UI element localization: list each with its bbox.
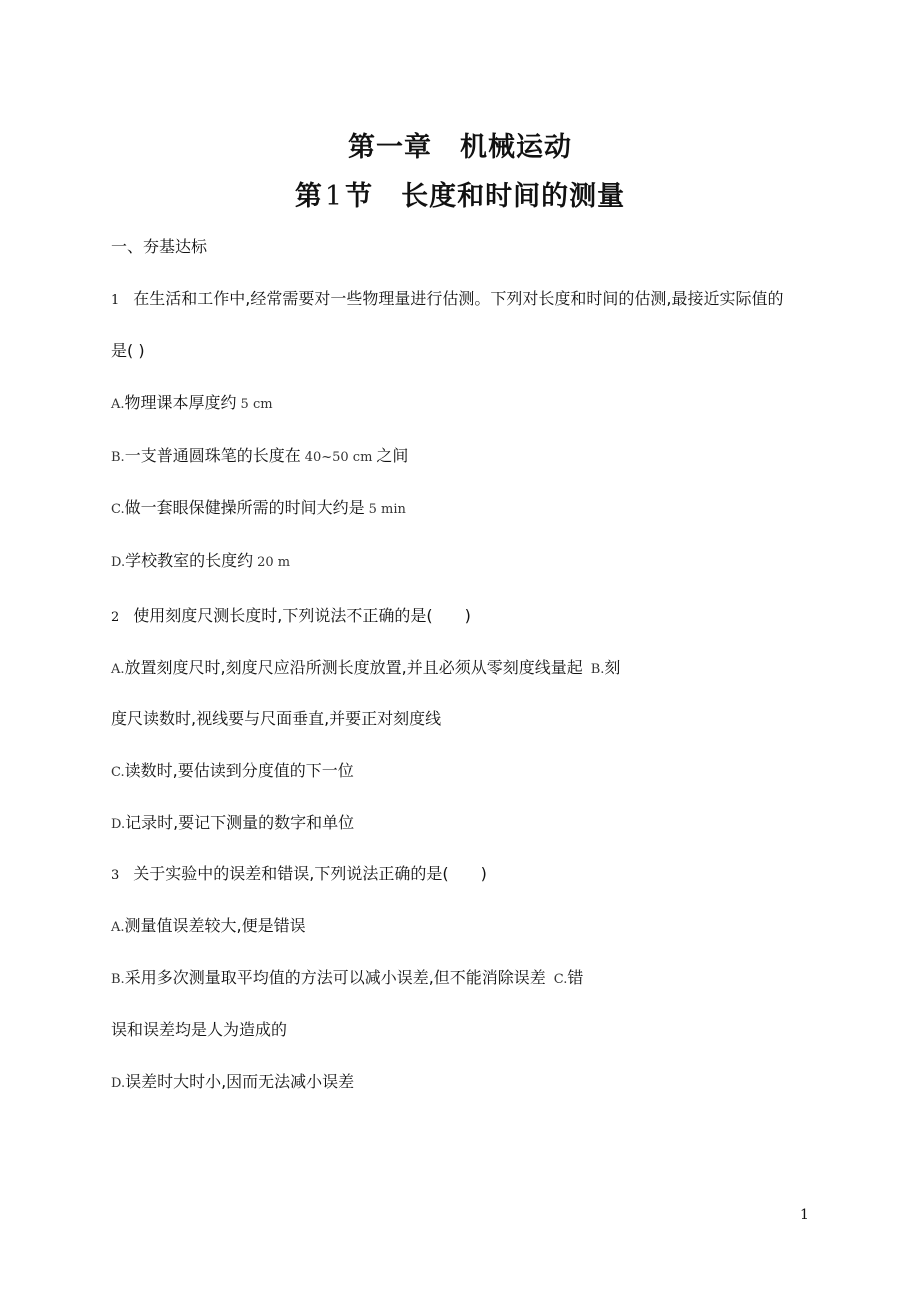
q1-number: 1 <box>111 293 120 308</box>
q2-option-a-label: A. <box>111 662 125 677</box>
q3-number: 3 <box>111 868 120 883</box>
q2-option-b-label: B. <box>590 662 605 677</box>
q2-option-c-text: 读数时,要估读到分度值的下一位 <box>124 761 354 780</box>
q2-line-2: 度尺读数时,视线要与尺面垂直,并要正对刻度线 <box>111 709 442 728</box>
q1-option-b-value: 40~50 cm <box>304 450 373 465</box>
q1-option-a-label: A. <box>111 397 125 412</box>
q2-option-d-label: D. <box>111 817 126 832</box>
q1-stem-text: 在生活和工作中,经常需要对一些物理量进行估测。下列对长度和时间的估测,最接近实际值的 <box>133 289 784 308</box>
section-number: 1 <box>324 181 344 212</box>
q1-option-b-text: 一支普通圆珠笔的长度在 <box>124 446 301 465</box>
q1-option-d-value: 20 m <box>257 555 291 570</box>
q1-option-a-value: 5 cm <box>240 397 273 412</box>
q2-line-1 <box>111 655 620 678</box>
q2-option-d <box>111 810 354 833</box>
q2-option-c-label: C. <box>111 765 125 780</box>
q1-option-b-label: B. <box>111 450 125 465</box>
q1-option-d <box>111 548 290 571</box>
q1-option-d-text: 学校教室的长度约 <box>125 551 254 570</box>
q1-option-b <box>111 443 408 466</box>
q3-option-d-label: D. <box>111 1076 126 1091</box>
q2-option-a-text: 放置刻度尺时,刻度尺应沿所测长度放置,并且必须从零刻度线量起 <box>124 658 583 677</box>
q3-stem-text: 关于实验中的误差和错误,下列说法正确的是( ) <box>133 864 487 883</box>
q3-option-a-label: A. <box>111 920 125 935</box>
chapter-title: 第一章 机械运动 <box>348 132 572 163</box>
q2-option-c <box>111 758 354 781</box>
q3-line-c-cont: 误和误差均是人为造成的 <box>111 1020 288 1039</box>
q2-option-b-start: 刻 <box>604 658 621 677</box>
q1-option-d-label: D. <box>111 555 126 570</box>
q3-option-b-label: B. <box>111 972 125 987</box>
section-prefix: 第 <box>294 181 323 212</box>
q3-option-b-text: 采用多次测量取平均值的方法可以减小误差,但不能消除误差 <box>124 968 546 987</box>
q3-option-d <box>111 1069 354 1092</box>
q1-stem-line1 <box>111 286 783 309</box>
q1-option-c <box>111 495 406 518</box>
q1-stem-line2: 是( ) <box>111 341 145 360</box>
section-suffix: 节 长度和时间的测量 <box>345 181 626 212</box>
q3-option-c-start: 错 <box>567 968 584 987</box>
q3-line-b <box>111 965 583 988</box>
section-title <box>0 174 920 213</box>
q1-option-b-tail: 之间 <box>376 446 409 465</box>
q1-option-c-value: 5 min <box>368 502 406 517</box>
q2-number: 2 <box>111 610 120 625</box>
q1-option-a-text: 物理课本厚度约 <box>124 393 237 412</box>
page-number: 1 <box>800 1207 809 1223</box>
q1-option-c-text: 做一套眼保健操所需的时间大约是 <box>124 498 365 517</box>
q1-option-a <box>111 390 273 413</box>
q2-stem <box>111 603 471 626</box>
q2-stem-text: 使用刻度尺测长度时,下列说法不正确的是( ) <box>133 606 471 625</box>
q3-option-c-label: C. <box>553 972 568 987</box>
q3-stem <box>111 861 487 884</box>
q3-option-d-text: 误差时大时小,因而无法减小误差 <box>125 1072 355 1091</box>
q1-option-c-label: C. <box>111 502 125 517</box>
part-heading: 一、夯基达标 <box>111 237 208 256</box>
q2-option-d-text: 记录时,要记下测量的数字和单位 <box>125 813 355 832</box>
q3-option-a <box>111 913 306 936</box>
q3-option-a-text: 测量值误差较大,便是错误 <box>124 916 306 935</box>
